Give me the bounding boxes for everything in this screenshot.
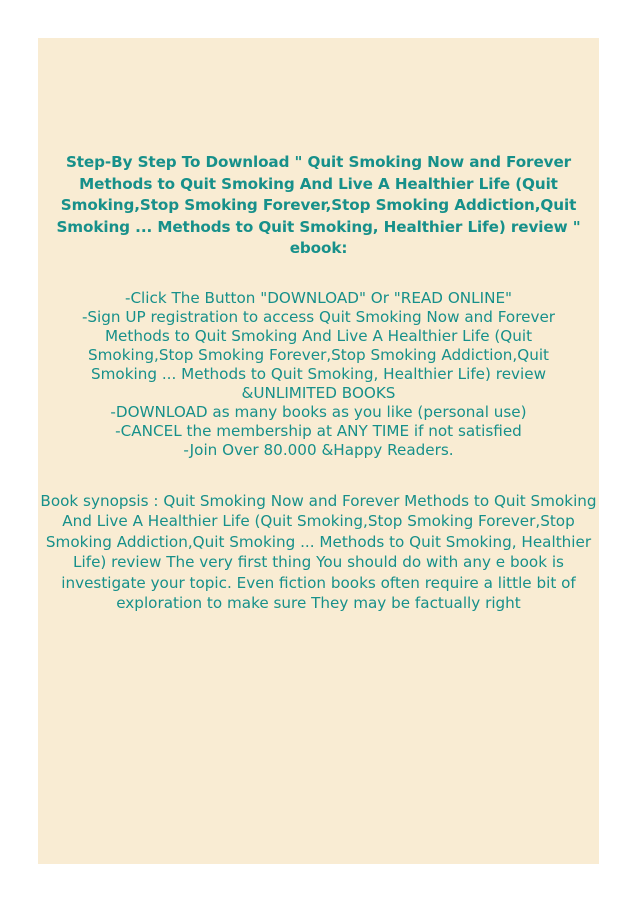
step-download: -DOWNLOAD as many books as you like (personal use) [110, 402, 527, 421]
document-heading: Step-By Step To Download " Quit Smoking Now and Forever Methods to Quit Smoking And Live A Healthier Life (Quit Smoking,Stop Smoking Forever,Stop Smoking Addiction,Quit Smoking ... Methods to Quit Smoking, Healthier Life) review " ebook: [56, 153, 581, 257]
book-synopsis: Book synopsis : Quit Smoking Now and Forever Methods to Quit Smoking And Live A Healthier Life (Quit Smoking,Stop Smoking Forever,Stop Smoking Addiction,Quit Smoking ... Methods to Quit Smoking, Healthier Life) review The very first thing You should do with any e book is investigate your topic. Even fiction books often require a little bit of exploration to make sure They may be factually right [40, 491, 597, 612]
document-page [38, 38, 599, 864]
step-click-button: -Click The Button "DOWNLOAD" Or "READ ONLINE" [124, 288, 513, 307]
step-sign-up: -Sign UP registration to access Quit Smoking Now and Forever Methods to Quit Smoking And Live A Healthier Life (Quit Smoking,Stop Smoking Forever,Stop Smoking Addiction,Quit Smoking ... Methods to Quit Smoking, Healthier Life) review &UNLIMITED BOOKS [81, 307, 556, 402]
download-steps [38, 289, 599, 460]
step-cancel: -CANCEL the membership at ANY TIME if not satisfied [115, 421, 522, 440]
document-content [38, 152, 599, 614]
step-join: -Join Over 80.000 &Happy Readers. [183, 440, 454, 459]
